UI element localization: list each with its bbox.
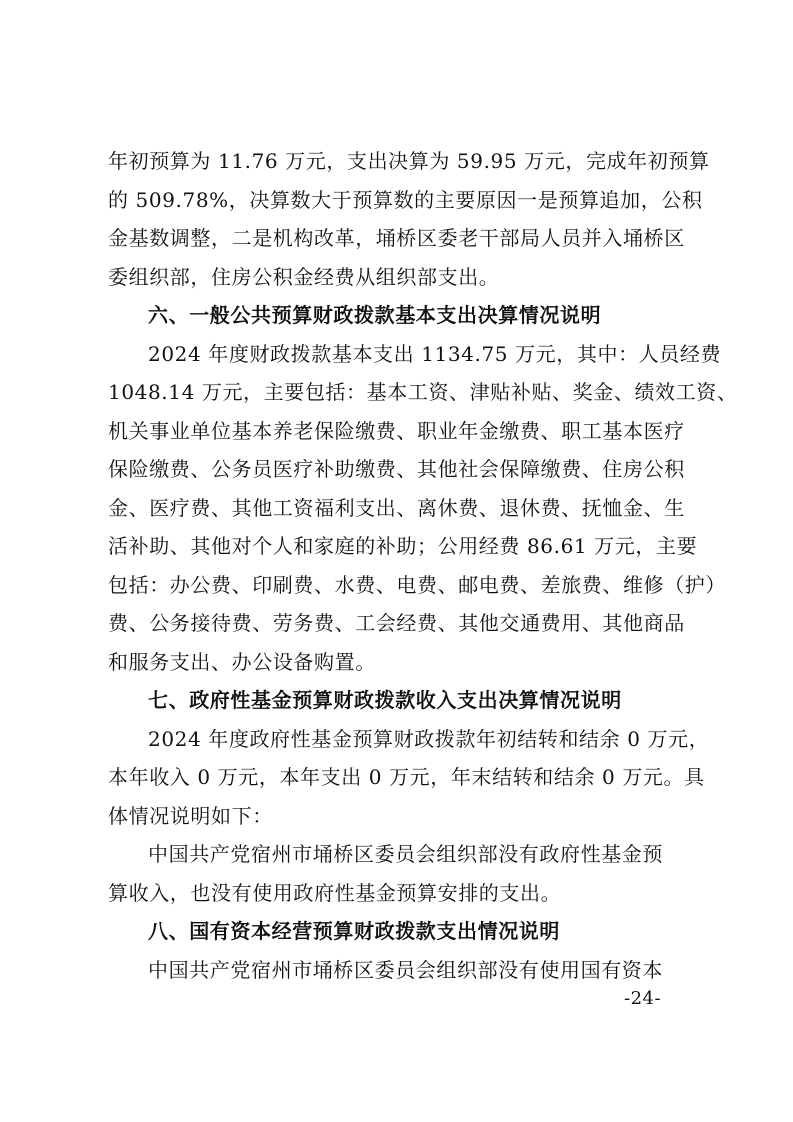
section-heading-6: 六、一般公共预算财政拨款基本支出决算情况说明 (148, 303, 602, 327)
body-text-line: 的 509.78%，决算数大于预算数的主要原因一是预算追加，公积 (108, 187, 703, 212)
body-text-line: 费、公务接待费、劳务费、工会经费、其他交通费用、其他商品 (108, 611, 685, 635)
body-text-line: 活补助、其他对个人和家庭的补助；公用经费 86.61 万元，主要 (108, 534, 698, 558)
body-text-line: 1048.14 万元，主要包括：基本工资、津贴补贴、奖金、绩效工资、 (108, 380, 738, 404)
section-heading-8: 八、国有资本经营预算财政拨款支出情况说明 (148, 919, 560, 943)
body-text-line: 体情况说明如下： (108, 803, 273, 828)
document-body (108, 142, 738, 989)
body-text-line: 保险缴费、公务员医疗补助缴费、其他社会保障缴费、住房公积 (108, 457, 685, 481)
body-text-line: 委组织部，住房公积金经费从组织部支出。 (108, 264, 500, 289)
body-text-line: 金、医疗费、其他工资福利支出、离休费、退休费、抚恤金、生 (108, 495, 685, 520)
page-number: -24- (624, 988, 662, 1009)
body-text-line: 和服务支出、办公设备购置。 (108, 649, 376, 674)
body-text-line: 算收入，也没有使用政府性基金预算安排的支出。 (108, 880, 562, 905)
paragraph-start-line: 中国共产党宿州市埇桥区委员会组织部没有政府性基金预 (148, 842, 663, 866)
paragraph-start-line: 中国共产党宿州市埇桥区委员会组织部没有使用国有资本 (148, 957, 663, 982)
paragraph-start-line: 2024 年度财政拨款基本支出 1134.75 万元，其中：人员经费 (148, 341, 722, 366)
body-text-line: 金基数调整，二是机构改革，埇桥区委老干部局人员并入埇桥区 (108, 226, 685, 250)
body-text-line: 本年收入 0 万元，本年支出 0 万元，年末结转和结余 0 万元。具 (108, 765, 705, 789)
body-text-line: 包括：办公费、印刷费、水费、电费、邮电费、差旅费、维修（护） (108, 572, 726, 597)
section-heading-7: 七、政府性基金预算财政拨款收入支出决算情况说明 (148, 688, 622, 712)
body-text-line: 年初预算为 11.76 万元，支出决算为 59.95 万元，完成年初预算 (108, 149, 710, 173)
body-text-line: 机关事业单位基本养老保险缴费、职业年金缴费、职工基本医疗 (108, 418, 685, 443)
paragraph-start-line: 2024 年度政府性基金预算财政拨款年初结转和结余 0 万元， (148, 726, 710, 751)
